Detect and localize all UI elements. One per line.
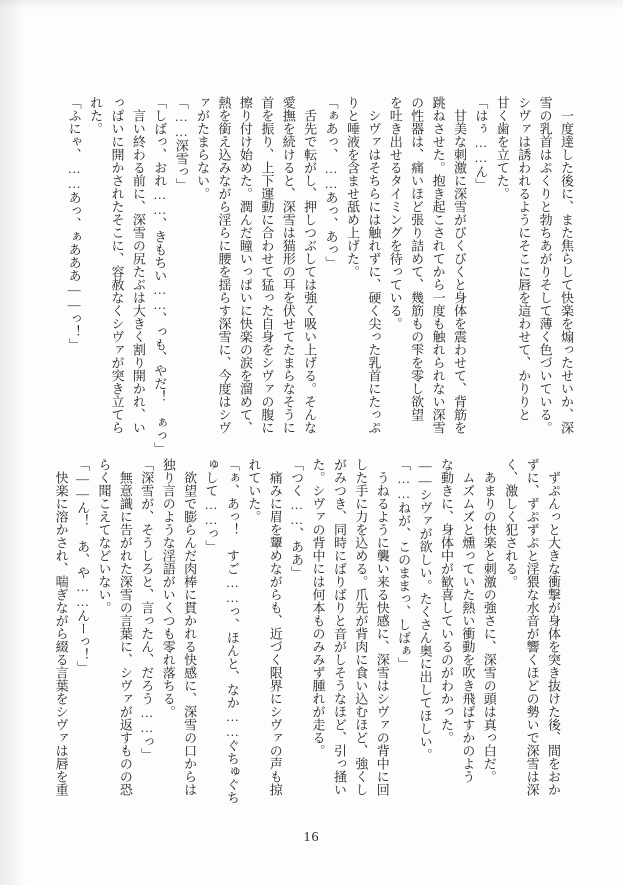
text-line: 雪の乳首はぷくりと勃ちあがりそして薄く色づいている。 (537, 96, 553, 434)
text-line: た。シヴァの背中には何本ものみみず腫れが走る。 (310, 458, 326, 757)
text-line: ――シヴァが欲しい。たくさん奥に出してほしい。 (417, 458, 433, 761)
text-line: ずぷんっと大きな衝撃が身体を突き抜けた後、間をおか (546, 458, 561, 796)
text-line: 「――ん！ あ、や……んーっ！」 (75, 458, 91, 674)
text-line: 痛みに眉を顰めながらも、近づく限界にシヴァの声も掠 (267, 458, 283, 796)
text-line: 首を振り、上下運動に合わせて猛った自身をシヴァの腹に (259, 96, 275, 434)
text-line: シヴァはそちらには触れずに、硬く尖った乳首にたっぷ (366, 96, 382, 434)
text-line: 無意識に告がれた深雪の言葉に、シヴァが返すものの恐 (117, 458, 133, 796)
text-line: 「ぁ、あっ！ すご……っ、ほんと、なか……ぐちゅぐち (224, 458, 240, 804)
text-line: うねるように襲い来る快感に、深雪はシヴァの背中に回 (374, 458, 390, 796)
text-line: あまりの快楽と刺激の強さに、深雪の頭は真っ白だ。 (481, 458, 497, 783)
text-line: 甘美な刺激に深雪がびくびくと身体を震わせて、背筋を (451, 96, 467, 434)
text-line: シヴァは誘われるようにそこに唇を這わせて、かりりと (516, 96, 532, 421)
text-line: がみつき、同時にばりばりと音がしそうなほど、引っ掻い (331, 458, 347, 796)
text-line: ァがたまらない。 (195, 96, 211, 200)
text-line: 「はぅ……ん」 (473, 96, 489, 191)
text-line: 独り言のような淫語がいくつも零れ落ちる。 (160, 458, 176, 718)
text-line: 擦り付け始めた。潤んだ瞳いっぱいに快楽の涙を溜めて、 (237, 96, 253, 434)
text-line: した手に力を込める。爪先が背肉に食い込むほど、強くし (353, 458, 369, 796)
text-line: ゅして……っ」 (203, 458, 219, 553)
top-text-block (63, 96, 577, 455)
text-line: ずに、ずぷずぷと淫猥な水音が響くほどの勢いで深雪は深 (524, 458, 540, 796)
text-line: 「しばっ、おれ……、きもちい……、っも、やだ！ ぁっ」 (152, 96, 168, 455)
text-line: 「……ねが、このままっ、しばぁ」 (396, 458, 412, 670)
text-line: 「深雪が、そうしろと、言ったん、だろう……っ」 (139, 458, 155, 761)
text-line: 「……深雪っ」 (173, 96, 189, 191)
text-line: 跳ねさせた。抱き起こされてから一度も触れられない深雪 (430, 96, 446, 434)
text-line: 熱を銜え込みながら淫らに腰を揺らす深雪に、今度はシヴ (216, 96, 232, 434)
bottom-text-block (50, 458, 564, 804)
text-line: ムズムズと燻っていた熱い衝動を吹き飛ばすかのよう (460, 458, 476, 783)
text-line: 舌先で転がし、押しつぶしては強く吸い上げる。そんな (302, 96, 318, 434)
page-number: 16 (303, 830, 320, 845)
text-line: 「ふにゃ、……あっ、ぁあああ――っ！」 (66, 96, 82, 351)
text-line: 甘く歯を立てた。 (494, 96, 510, 200)
text-line: 欲望で膨らんだ肉棒に貫かれる快感に、深雪の口からは (182, 458, 198, 796)
text-line: れていた。 (246, 458, 262, 523)
text-line: 「ぁあっ、……あっ、あっ」 (323, 96, 339, 269)
text-line: の性器は、痛いほど張り詰めて、幾筋もの雫を零し欲望 (409, 96, 425, 421)
text-line: な動きに、身体中が歓喜しているのがわかった。 (438, 458, 454, 744)
text-line: く、激しく犯される。 (503, 458, 519, 588)
text-line: っぱいに開かされたそこに、容赦なくシヴァが突き立てら (109, 96, 125, 434)
text-line: 「つく……、ああ」 (289, 458, 305, 579)
text-line: らく聞こえてなどいない。 (96, 458, 112, 614)
text-line: りと唾液を含ませ舐め上げた。 (344, 96, 360, 278)
text-line: 一度達した後に、また焦らして快楽を煽ったせいか、深 (559, 96, 574, 434)
text-line: 愛撫を続けると、深雪は猫形の耳を伏せてたまらなそうに (280, 96, 296, 434)
text-line: 言い終わる前に、深雪の尻たぶは大きく割り開かれ、い (130, 96, 146, 434)
text-line: れた。 (88, 96, 104, 135)
text-line: 快楽に溶かされ、喘ぎながら綴る言葉をシヴァは唇を重 (53, 458, 69, 796)
text-line: を吐き出せるタイミングを待っている。 (387, 96, 403, 330)
